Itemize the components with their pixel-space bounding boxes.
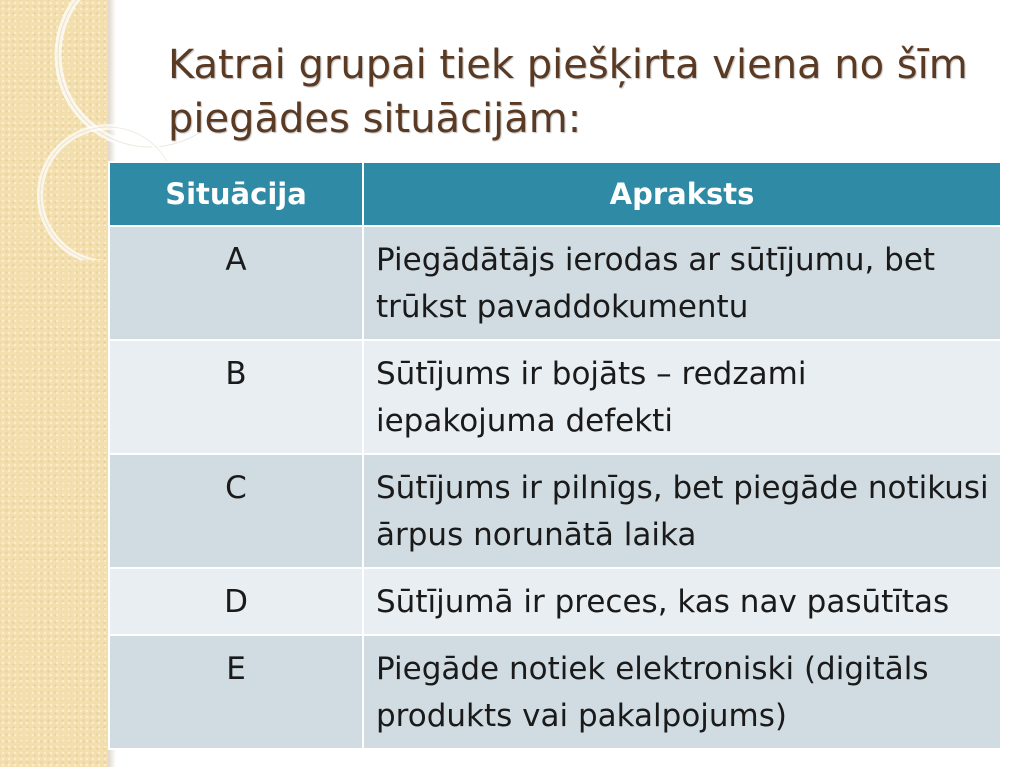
decorative-side-strip [0,0,108,767]
table-row [109,635,1001,749]
table-row [109,568,1001,635]
description-cell: Piegāde notiek elektroniski (digitāls produkts vai pakalpojums) [363,635,1001,749]
description-cell: Piegādātājs ierodas ar sūtījumu, bet trūkst pavaddokumentu [363,226,1001,340]
situation-cell: C [109,454,363,568]
column-header-description: Apraksts [363,162,1001,226]
description-cell: Sūtījums ir bojāts – redzami iepakojuma defekti [363,340,1001,454]
situation-cell: B [109,340,363,454]
table-row [109,454,1001,568]
description-cell: Sūtījums ir pilnīgs, bet piegāde notikusi ārpus norunātā laika [363,454,1001,568]
situations-table [108,161,1002,750]
slide-title: Katrai grupai tiek piešķirta viena no šīm piegādes situācijām: [168,42,968,142]
table-row [109,226,1001,340]
table-header-row [109,162,1001,226]
table-row [109,340,1001,454]
column-header-situation: Situācija [109,162,363,226]
description-cell: Sūtījumā ir preces, kas nav pasūtītas [363,568,1001,635]
situation-cell: D [109,568,363,635]
situation-cell: E [109,635,363,749]
situation-cell: A [109,226,363,340]
